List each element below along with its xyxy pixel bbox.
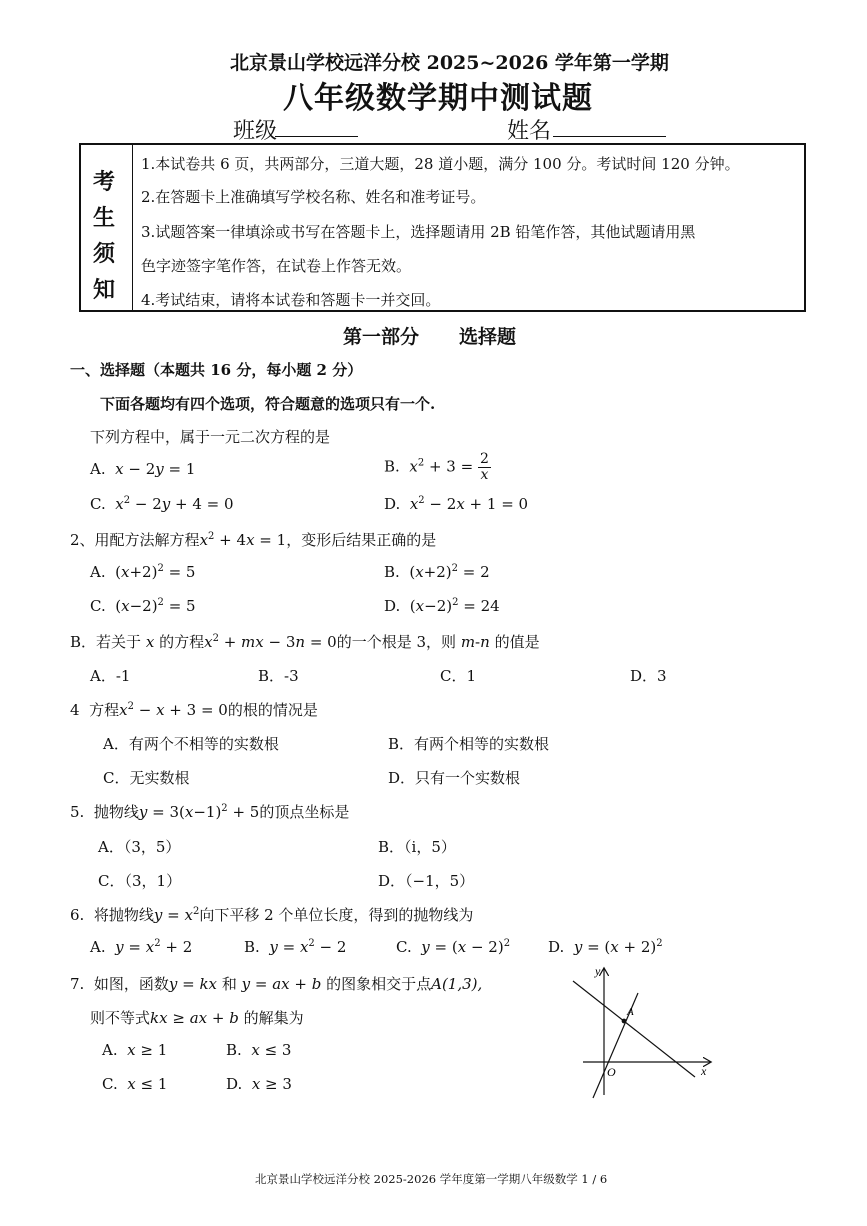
origin-label: O <box>607 1065 616 1079</box>
part-title <box>343 322 516 349</box>
name-blank[interactable] <box>553 136 666 137</box>
page-footer: 北京景山学校远洋分校 2025-2026 学年度第一学期八年级数学 1 / 6 <box>255 1172 608 1186</box>
notice-line: 1.本试卷共 6 页，共两部分，三道大题，28 道小题，满分 100 分。考试时间 120 分钟。 <box>141 155 740 173</box>
question-1-stem: 下列方程中，属于一元二次方程的是 <box>90 428 331 446</box>
q1-option-b[interactable]: B. $x^2 + 3$ = $\frac{2}{x}$ <box>384 451 489 483</box>
q4-option-b[interactable]: B．有两个相等的实数根 <box>388 735 550 753</box>
intersection-point <box>622 1019 627 1024</box>
q7-function-graph <box>565 965 715 1100</box>
part-name: 第一部分 <box>343 326 420 348</box>
q1-option-a[interactable]: A. x − 2y = 1 <box>90 460 196 478</box>
q4-option-c[interactable]: C．无实数根 <box>103 769 190 787</box>
q6-option-b[interactable]: B. $y = x^2 - 2$ <box>244 938 347 956</box>
question-5-stem: 5. 抛物线$y = 3(x-1)^2 + 5$的顶点坐标是 <box>70 803 350 821</box>
name-label: 姓名 <box>507 119 552 144</box>
q4-option-d[interactable]: D．只有一个实数根 <box>388 769 521 787</box>
q7-option-d[interactable]: D. x ≥ 3 <box>226 1075 292 1093</box>
q6-option-c[interactable]: C. $y = (x - 2)^2$ <box>396 938 511 956</box>
notice-line: 2.在答题卡上准确填写学校名称、姓名和准考证号。 <box>141 188 486 206</box>
question-7-stem: 7. 如图，函数y = kx 和 y = ax + b 的图象相交于点A(1,3), <box>70 975 483 993</box>
notice-line: 3.试题答案一律填涂或书写在答题卡上，选择题请用 2B 铅笔作答，其他试题请用黑 <box>141 223 696 241</box>
question-2-stem: 2、用配方法解方程$x^2 + 4x = 1$，变形后结果正确的是 <box>70 531 437 549</box>
question-7-line2: 则不等式kx ≥ ax + b 的解集为 <box>90 1009 304 1027</box>
notice-line: 4.考试结束，请将本试卷和答题卡一并交回。 <box>141 291 441 309</box>
q5-option-a[interactable]: A．（3，5） <box>98 838 181 856</box>
class-label: 班级 <box>233 119 278 144</box>
part-subtitle: 选择题 <box>459 326 517 348</box>
q3-option-a[interactable]: A．-1 <box>90 667 131 685</box>
q7-option-c[interactable]: C. x ≤ 1 <box>102 1075 168 1093</box>
question-4-stem: 4 方程$x^2 - x + 3 = 0$的根的情况是 <box>70 701 318 719</box>
exam-title: 八年级数学期中测试题 <box>283 81 593 116</box>
q3-option-c[interactable]: C．1 <box>440 667 477 685</box>
q2-option-a[interactable]: A. $(x+2)^2 = 5$ <box>90 563 196 581</box>
q7-option-b[interactable]: B. x ≤ 3 <box>226 1041 292 1059</box>
q6-option-a[interactable]: A. $y = x^2 + 2$ <box>90 938 193 956</box>
q7-option-a[interactable]: A. x ≥ 1 <box>102 1041 168 1059</box>
q5-option-c[interactable]: C．（3，1） <box>98 872 182 890</box>
q5-option-b[interactable]: B．（i，5） <box>378 838 456 856</box>
q6-option-d[interactable]: D. $y = (x + 2)^2$ <box>548 938 663 956</box>
section-instruction: 下面各题均有四个选项，符合题意的选项只有一个. <box>100 395 436 413</box>
q4-option-a[interactable]: A．有两个不相等的实数根 <box>103 735 279 753</box>
q3-option-d[interactable]: D．3 <box>630 667 667 685</box>
question-3-stem: B．若关于 x 的方程$x^2$ + mx − 3n = 0的一个根是 3，则 m-n 的值是 <box>70 633 540 651</box>
q1-option-d[interactable]: D. $x^2 - 2x + 1 = 0$ <box>384 495 529 513</box>
exam-notice-box <box>79 143 806 312</box>
class-blank[interactable] <box>275 136 358 137</box>
notice-char: 考 <box>93 169 116 195</box>
notice-char: 须 <box>93 241 116 267</box>
notice-char: 生 <box>93 205 116 231</box>
point-a-label: A <box>627 1006 634 1018</box>
q1-option-c[interactable]: C. $x^2 - 2y + 4 = 0$ <box>90 495 234 513</box>
notice-char: 知 <box>93 277 116 303</box>
q3-option-b[interactable]: B．-3 <box>258 667 299 685</box>
x-axis-label: x <box>701 1064 707 1078</box>
q2-option-d[interactable]: D. $(x-2)^2 = 24$ <box>384 597 500 615</box>
q5-option-d[interactable]: D．（−1，5） <box>378 872 475 890</box>
q2-option-c[interactable]: C. $(x-2)^2 = 5$ <box>90 597 196 615</box>
q2-option-b[interactable]: B. $(x+2)^2 = 2$ <box>384 563 490 581</box>
fraction: $\frac{2}{x}$ <box>479 451 489 483</box>
question-6-stem: 6. 将抛物线$y = x^2$向下平移 2 个单位长度，得到的抛物线为 <box>70 906 474 924</box>
section-heading: 一、选择题（本题共 16 分，每小题 2 分） <box>70 361 363 379</box>
school-name: 北京景山学校远洋分校 2025~2026 学年第一学期 <box>230 52 669 74</box>
y-axis-label: y <box>595 965 601 978</box>
notice-line: 色字迹签字笔作答，在试卷上作答无效。 <box>141 257 412 275</box>
notice-side-label <box>81 145 133 310</box>
